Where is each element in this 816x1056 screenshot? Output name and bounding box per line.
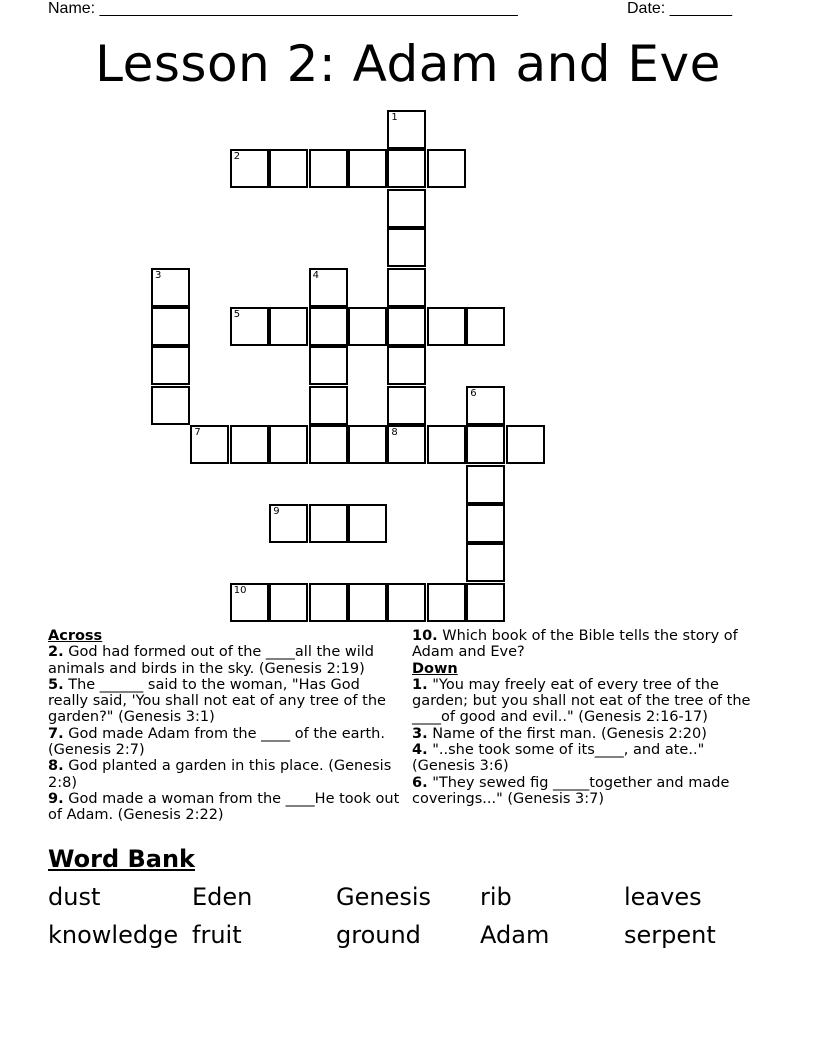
crossword-cell[interactable]	[151, 346, 190, 385]
word-bank-word: Genesis	[336, 883, 432, 911]
cell-number: 8	[391, 427, 398, 439]
crossword-cell[interactable]	[309, 307, 348, 346]
word-bank-word: leaves	[624, 883, 702, 911]
crossword-cell[interactable]	[269, 504, 308, 543]
crossword-cell[interactable]	[230, 307, 269, 346]
crossword-cell[interactable]	[309, 268, 348, 307]
clue-number: 7.	[48, 725, 64, 742]
crossword-cell[interactable]	[427, 149, 466, 188]
clue-number: 5.	[48, 676, 64, 693]
crossword-cell[interactable]	[387, 189, 426, 228]
page-title: Lesson 2: Adam and Eve	[95, 35, 721, 93]
clue-across-9	[48, 791, 400, 824]
down-heading: Down	[412, 660, 458, 677]
clues-column-right	[412, 628, 762, 807]
clue-text: God made a woman from the ____He took out of Adam. (Genesis 2:22)	[48, 790, 400, 824]
crossword-cell[interactable]	[506, 425, 545, 464]
word-bank-title: Word Bank	[48, 845, 196, 873]
clue-number: 6.	[412, 774, 428, 791]
crossword-cell[interactable]	[466, 465, 505, 504]
clue-number: 4.	[412, 742, 428, 759]
crossword-cell[interactable]	[230, 425, 269, 464]
crossword-cell[interactable]	[269, 149, 308, 188]
crossword-cell[interactable]	[387, 110, 426, 149]
crossword-cell[interactable]	[151, 268, 190, 307]
clue-across-10	[412, 628, 762, 661]
crossword-cell[interactable]	[466, 425, 505, 464]
word-bank-word: knowledge	[48, 921, 179, 949]
crossword-cell[interactable]	[387, 583, 426, 622]
crossword-cell[interactable]	[309, 386, 348, 425]
crossword-cell[interactable]	[466, 583, 505, 622]
crossword-cell[interactable]	[309, 583, 348, 622]
crossword-cell[interactable]	[309, 504, 348, 543]
crossword-cell[interactable]	[348, 504, 387, 543]
clue-number: 1.	[412, 676, 428, 693]
crossword-cell[interactable]	[427, 425, 466, 464]
crossword-cell[interactable]	[269, 425, 308, 464]
clue-number: 9.	[48, 790, 64, 807]
cell-number: 10	[233, 584, 247, 596]
clue-text: Which book of the Bible tells the story of Adam and Eve?	[412, 628, 738, 661]
crossword-cell[interactable]	[151, 307, 190, 346]
cell-number: 5	[233, 309, 241, 320]
crossword-cell[interactable]	[309, 149, 348, 188]
clue-number: 2.	[48, 644, 64, 661]
clue-number: 3.	[412, 725, 428, 742]
clue-text: "You may freely eat of every tree of the garden; but you shall not eat of the tree of the ____of good and evil.." (Genesis 2:16-17)	[412, 676, 751, 726]
crossword-cell[interactable]	[269, 583, 308, 622]
word-bank-word: serpent	[624, 921, 716, 949]
cell-number: 6	[470, 387, 477, 399]
clue-text: "..she took some of its____, and ate.." (Genesis 3:6)	[412, 742, 705, 775]
clue-across-5	[48, 677, 400, 726]
clue-text: "They sewed fig _____together and made coverings..." (Genesis 3:7)	[412, 774, 730, 807]
cell-number: 9	[273, 506, 280, 517]
clue-text: Name of the first man. (Genesis 2:20)	[427, 725, 707, 742]
date-field-label: Date: _______	[627, 0, 732, 17]
crossword-cell[interactable]	[466, 543, 505, 582]
word-bank-word: ground	[336, 921, 421, 949]
clue-across-8	[48, 758, 400, 791]
word-bank-word: dust	[48, 883, 101, 911]
across-heading: Across	[48, 628, 103, 644]
crossword-cell[interactable]	[387, 268, 426, 307]
word-bank-word: fruit	[192, 921, 242, 949]
clue-across-7	[48, 726, 400, 759]
crossword-cell[interactable]	[466, 307, 505, 346]
crossword-cell[interactable]	[387, 425, 426, 464]
cell-number: 2	[233, 151, 241, 163]
cell-number: 4	[312, 269, 319, 281]
crossword-cell[interactable]	[427, 583, 466, 622]
crossword-cell[interactable]	[387, 228, 426, 267]
crossword-cell[interactable]	[348, 425, 387, 464]
crossword-cell[interactable]	[230, 583, 269, 622]
crossword-cell[interactable]	[309, 425, 348, 464]
crossword-cell[interactable]	[190, 425, 229, 464]
crossword-cell[interactable]	[387, 149, 426, 188]
clue-number: 10.	[412, 628, 438, 644]
crossword-cell[interactable]	[348, 583, 387, 622]
clue-text: God planted a garden in this place. (Genesis 2:8)	[48, 758, 392, 791]
crossword-cell[interactable]	[387, 346, 426, 385]
crossword-cell[interactable]	[269, 307, 308, 346]
word-bank-word: Adam	[480, 921, 550, 949]
clue-down-3	[412, 726, 762, 742]
name-field-label: Name: _______________________________________________	[48, 0, 518, 17]
crossword-cell[interactable]	[230, 149, 269, 188]
crossword-cell[interactable]	[309, 346, 348, 385]
crossword-cell[interactable]	[348, 307, 387, 346]
crossword-cell[interactable]	[466, 504, 505, 543]
crossword-cell[interactable]	[427, 307, 466, 346]
clue-down-4	[412, 742, 762, 775]
crossword-cell[interactable]	[387, 386, 426, 425]
clue-text: The ______ said to the woman, "Has God really said, 'You shall not eat of any tree of the garden?" (Genesis 3:1)	[48, 676, 386, 726]
cell-number: 1	[391, 112, 398, 123]
clue-down-1	[412, 677, 762, 726]
word-bank-word: Eden	[192, 883, 253, 911]
crossword-cell[interactable]	[466, 386, 505, 425]
cell-number: 3	[155, 269, 162, 281]
clue-text: God had formed out of the ____all the wild animals and birds in the sky. (Genesis 2:19)	[48, 644, 374, 677]
clue-down-6	[412, 775, 762, 808]
crossword-cell[interactable]	[387, 307, 426, 346]
word-bank-word: rib	[480, 883, 512, 911]
clue-across-2	[48, 644, 400, 677]
clue-text: God made Adam from the ____ of the earth. (Genesis 2:7)	[48, 725, 385, 759]
clue-number: 8.	[48, 758, 64, 775]
cell-number: 7	[194, 427, 201, 439]
crossword-cell[interactable]	[348, 149, 387, 188]
clues-column-left	[48, 628, 400, 824]
crossword-cell[interactable]	[151, 386, 190, 425]
